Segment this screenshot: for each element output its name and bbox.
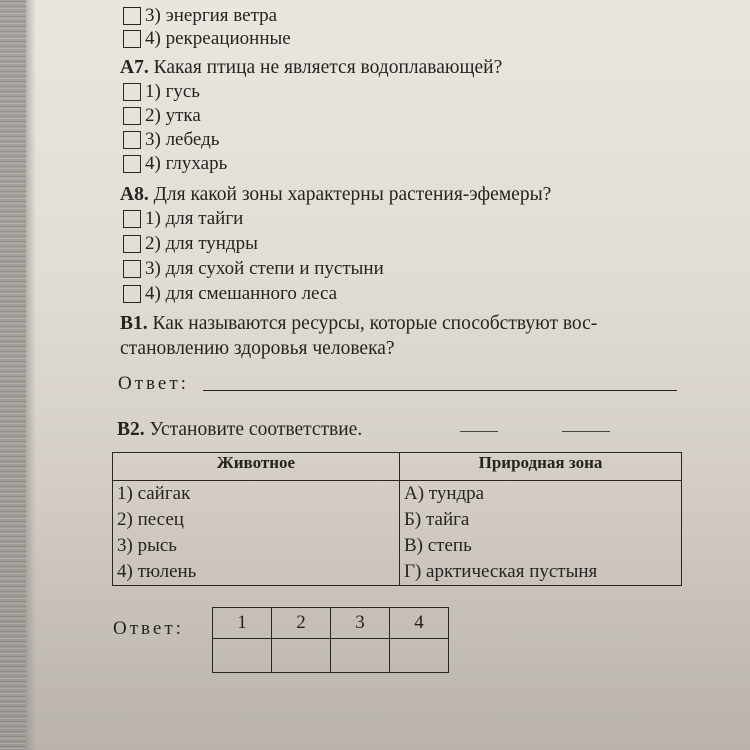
checkbox[interactable]	[123, 155, 141, 173]
question-number: А7.	[120, 57, 149, 78]
animal-item: 3) рысь	[117, 535, 177, 556]
b1-answer-field[interactable]	[203, 390, 677, 391]
grid-header-4: 4	[390, 608, 449, 639]
grid-answer-1[interactable]	[213, 639, 272, 673]
question-text-line2: становлению здоровья человека?	[120, 338, 395, 359]
checkbox[interactable]	[123, 260, 141, 278]
zone-item: В) степь	[404, 535, 472, 556]
question-b1-continued	[120, 337, 395, 361]
checkbox[interactable]	[123, 7, 141, 25]
decorative-dash	[562, 431, 610, 432]
a7-option-3[interactable]	[123, 128, 219, 152]
question-a7	[120, 56, 502, 80]
question-number: В1.	[120, 313, 148, 334]
question-number: А8.	[120, 184, 149, 205]
question-b1	[120, 312, 597, 336]
checkbox[interactable]	[123, 83, 141, 101]
option-label: 4) рекреационные	[145, 28, 291, 49]
zones-cell	[400, 481, 682, 586]
grid-answer-3[interactable]	[331, 639, 390, 673]
animal-item: 2) песец	[117, 509, 184, 530]
a8-option-4[interactable]	[123, 282, 337, 306]
checkbox[interactable]	[123, 107, 141, 125]
option-label: 3) для сухой степи и пустыни	[145, 258, 384, 279]
prev-option-4[interactable]	[123, 27, 291, 51]
checkbox[interactable]	[123, 30, 141, 48]
option-label: 2) утка	[145, 105, 201, 126]
checkbox[interactable]	[123, 235, 141, 253]
a7-option-2[interactable]	[123, 104, 201, 128]
grid-answer-4[interactable]	[390, 639, 449, 673]
prev-option-3[interactable]	[123, 4, 277, 28]
grid-header-3: 3	[331, 608, 390, 639]
a8-option-2[interactable]	[123, 232, 258, 256]
zone-item: Г) арктическая пустыня	[404, 561, 598, 582]
question-text-line1: Как называются ресурсы, которые способствуют вос-	[152, 313, 598, 334]
b1-answer-label: Ответ:	[118, 373, 189, 394]
grid-header-1: 1	[213, 608, 272, 639]
option-label: 3) энергия ветра	[145, 5, 278, 26]
grid-answer-2[interactable]	[272, 639, 331, 673]
animals-cell	[113, 481, 400, 586]
grid-header-2: 2	[272, 608, 331, 639]
checkbox[interactable]	[123, 285, 141, 303]
a7-option-1[interactable]	[123, 80, 200, 104]
b2-answer-label: Ответ:	[113, 618, 184, 639]
question-number: В2.	[117, 419, 145, 440]
question-text: Какая птица не является водоплавающей?	[153, 57, 503, 78]
option-label: 3) лебедь	[145, 129, 220, 150]
question-a8	[120, 183, 551, 207]
b2-answer-grid	[212, 607, 449, 673]
animal-item: 1) сайгак	[117, 483, 191, 504]
question-text: Для какой зоны характерны растения-эфемеры?	[153, 184, 552, 205]
matching-table	[112, 452, 682, 586]
question-b2	[117, 418, 362, 442]
a8-option-3[interactable]	[123, 257, 384, 281]
decorative-dash	[460, 431, 498, 432]
option-label: 4) для смешанного леса	[145, 283, 338, 304]
a7-option-4[interactable]	[123, 152, 227, 176]
a8-option-1[interactable]	[123, 207, 243, 231]
option-label: 1) для тайги	[145, 208, 244, 229]
option-label: 1) гусь	[145, 81, 200, 102]
option-label: 4) глухарь	[145, 153, 228, 174]
zone-item: А) тундра	[404, 483, 485, 504]
option-label: 2) для тундры	[145, 233, 258, 254]
checkbox[interactable]	[123, 131, 141, 149]
question-text: Установите соответствие.	[149, 419, 363, 440]
animal-item: 4) тюлень	[117, 561, 197, 582]
header-natural-zone: Природная зона	[400, 453, 682, 481]
zone-item: Б) тайга	[404, 509, 470, 530]
checkbox[interactable]	[123, 210, 141, 228]
header-animal: Животное	[113, 453, 400, 481]
